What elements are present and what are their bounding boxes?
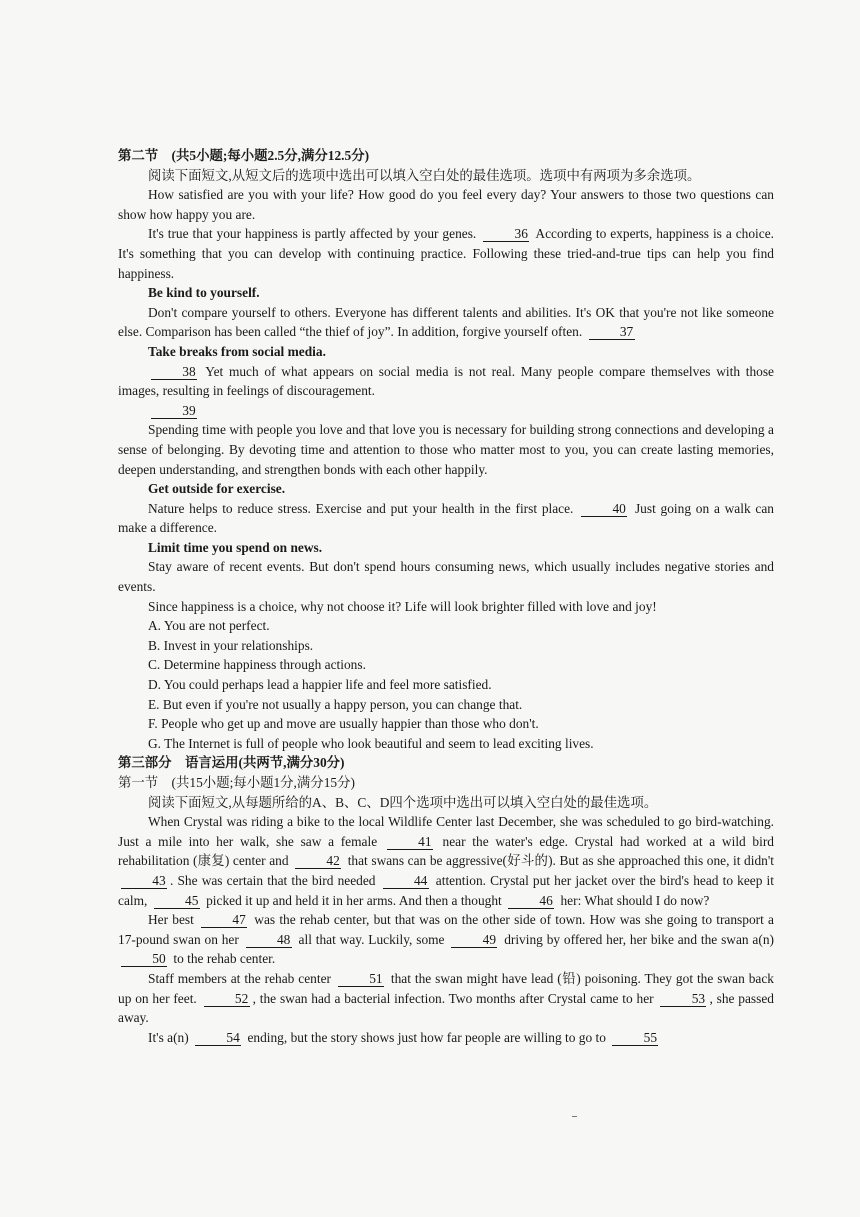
blank-39-line [118, 401, 774, 421]
section2-instruction: 阅读下面短文,从短文后的选项中选出可以填入空白处的最佳选项。选项中有两项为多余选项。 [148, 167, 701, 183]
blank-47: 47 [201, 912, 247, 928]
scan-mark [572, 1116, 577, 1117]
blank-50: 50 [121, 951, 167, 967]
blank-52: 52 [204, 991, 250, 1007]
passage-paragraph: It's true that your happiness is partly affected by your genes. 36 According to experts, happiness is a choice. It's something that you can develop with continuing practice. Following these tried-and-true tips can help you find happiness. [118, 226, 774, 281]
tip-heading: Limit time you spend on news. [148, 539, 323, 555]
cloze-paragraph: It's a(n) 54 ending, but the story shows just how far people are willing to go to 55 [148, 1029, 658, 1045]
blank-49: 49 [451, 932, 497, 948]
option-f: F. People who get up and move are usually happier than those who don't. [148, 716, 539, 732]
blank-46: 46 [508, 893, 554, 909]
option-d: D. You could perhaps lead a happier life and feel more satisfied. [148, 677, 492, 693]
cloze-paragraph: Her best 47 was the rehab center, but that was on the other side of town. How was she going to transport a 17-pound swan on her 48 all that way. Luckily, some 49 driving by offered her, her bike and the swan a(n) 50 to the rehab center. [118, 912, 774, 967]
blank-44: 44 [383, 873, 429, 889]
tip-heading: Get outside for exercise. [148, 481, 286, 497]
part3-heading: 第三部分 语言运用(共两节,满分30分) [118, 755, 345, 771]
passage-paragraph: Don't compare yourself to others. Everyone has different talents and abilities. It's OK that you're not like someone else. Comparison has been called “the thief of joy”. In addition, forgive yourself often. 37 [118, 304, 774, 340]
blank-51: 51 [338, 971, 384, 987]
cloze-paragraph: When Crystal was riding a bike to the local Wildlife Center last December, she was scheduled to go bird-watching. Just a mile into her walk, she saw a female 41 near the water's edge. Crystal had worked at a wild bird rehabilitation (康复) center and 42 that swans can be aggressive(好斗的). But as she approached this one, it didn't 43 . She was certain that the bird needed 44 attention. Crystal put her jacket over the bird's head to keep it calm, 45 picked it up and held it in her arms. And then a thought 46 her: What should I do now? [118, 814, 774, 908]
blank-45: 45 [154, 893, 200, 909]
blank-43: 43 [121, 873, 167, 889]
cloze-paragraph: Staff members at the rehab center 51 that the swan might have lead (铅) poisoning. They got the swan back up on her feet. 52 , the swan had a bacterial infection. Two months after Crystal came to her 53 , she passed away. [118, 970, 774, 1026]
blank-41: 41 [387, 834, 433, 850]
passage-paragraph: Since happiness is a choice, why not choose it? Life will look brighter filled with love and joy! [148, 598, 657, 614]
passage-paragraph: Spending time with people you love and that love you is necessary for building strong connections and developing a sense of belonging. By devoting time and attention to those who matter most to you, you can create lasting memories, deepen understanding, and strengthen bonds with each other happily. [118, 422, 774, 477]
option-c: C. Determine happiness through actions. [148, 657, 366, 673]
blank-37: 37 [589, 324, 635, 340]
passage-paragraph: How satisfied are you with your life? How good do you feel every day? Your answers to those two questions can show how happy you are. [118, 187, 774, 222]
section2-heading: 第二节 (共5小题;每小题2.5分,满分12.5分) [118, 148, 370, 163]
blank-42: 42 [295, 853, 341, 869]
passage-paragraph: 38 Yet much of what appears on social media is not real. Many people compare themselves with those images, resulting in feelings of discouragement. [118, 363, 774, 399]
option-list [118, 616, 774, 753]
blank-38: 38 [151, 364, 197, 380]
option-e: E. But even if you're not usually a happy person, you can change that. [148, 696, 523, 712]
blank-54: 54 [195, 1030, 241, 1046]
blank-53: 53 [660, 991, 706, 1007]
tip-heading: Take breaks from social media. [148, 343, 326, 359]
blank-39: 39 [151, 403, 197, 419]
passage-paragraph: Stay aware of recent events. But don't spend hours consuming news, which usually includes negative stories and events. [118, 559, 774, 595]
option-a: A. You are not perfect. [148, 618, 270, 634]
passage-paragraph: Nature helps to reduce stress. Exercise and put your health in the first place. 40 Just going on a walk can make a difference. [118, 500, 774, 536]
part3-sub-heading: 第一节 (共15小题;每小题1分,满分15分) [118, 775, 355, 790]
blank-55: 55 [612, 1030, 658, 1046]
tip-heading: Be kind to yourself. [148, 285, 260, 301]
option-b: B. Invest in your relationships. [148, 637, 314, 653]
blank-48: 48 [246, 932, 292, 948]
blank-40: 40 [581, 501, 627, 517]
blank-36: 36 [483, 226, 529, 242]
option-g: G. The Internet is full of people who look beautiful and seem to lead exciting lives. [148, 735, 594, 751]
part3-instruction: 阅读下面短文,从每题所给的A、B、C、D四个选项中选出可以填入空白处的最佳选项。 [148, 794, 658, 810]
